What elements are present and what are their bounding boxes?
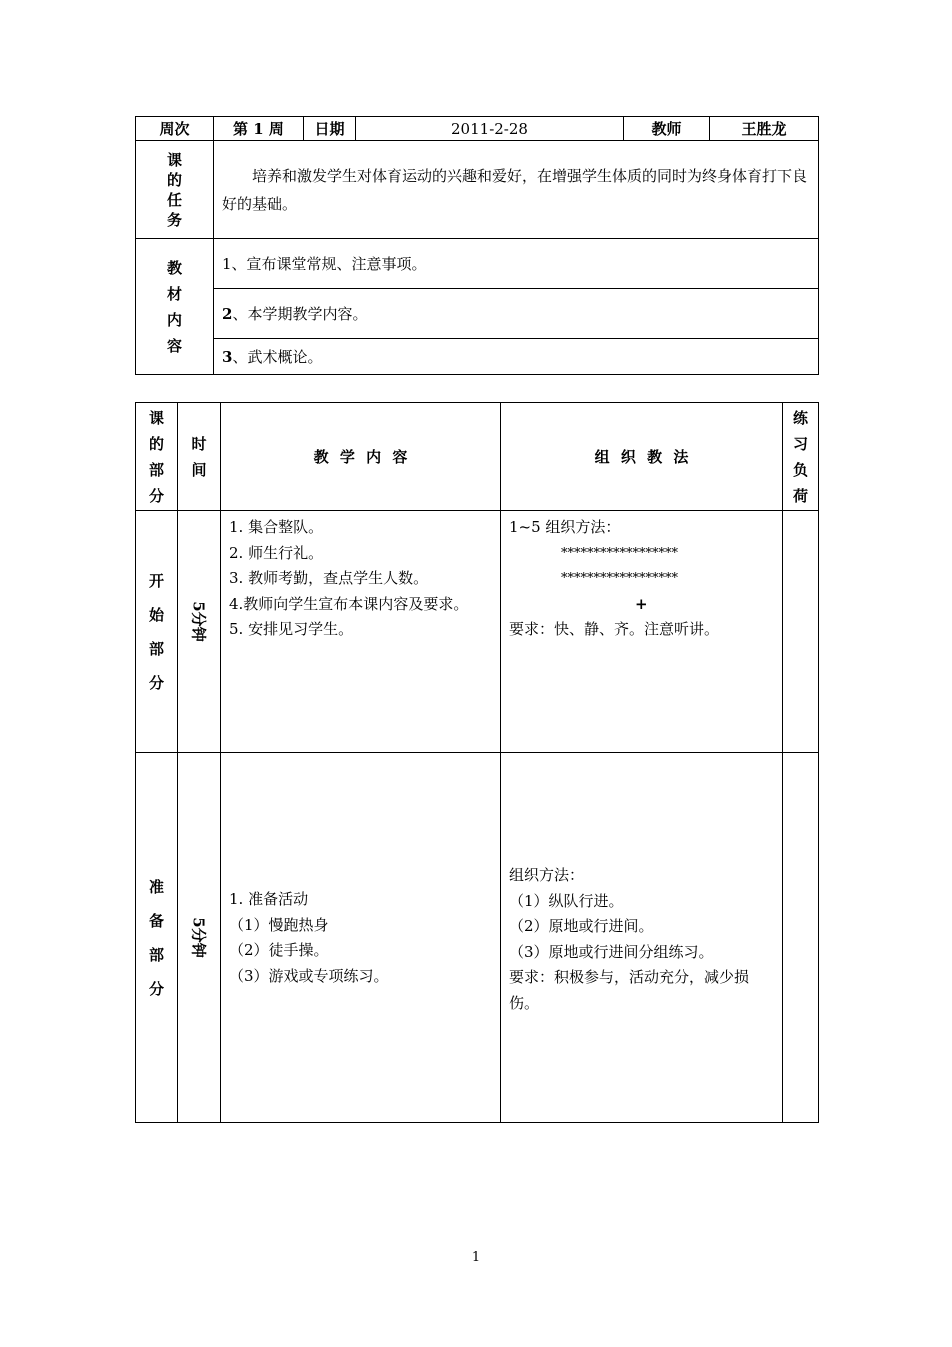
task-label-char: 课	[166, 150, 182, 169]
teacher-label: 教师	[624, 117, 710, 141]
header-table	[135, 116, 819, 375]
task-text: 培养和激发学生对体育运动的兴趣和爱好，在增强学生体质的同时为终身体育打下良好的基础。	[214, 141, 819, 239]
material-item: 2、本学期教学内容。	[214, 289, 819, 339]
task-label-char: 的	[166, 170, 182, 189]
load-header: 练 习 负 荷	[783, 403, 819, 511]
material-label-char: 材	[166, 284, 182, 303]
lesson-table	[135, 402, 819, 1123]
teacher-position-marker: +	[635, 594, 648, 613]
task-label-char: 务	[166, 210, 182, 229]
material-label-char: 内	[166, 310, 182, 329]
start-content: 1. 集合整队。 2. 师生行礼。 3. 教师考勤，查点学生人数。 4.教师向学生宣布本课内容及要求。 5. 安排见习学生。	[221, 511, 501, 753]
material-item: 3、武术概论。	[214, 339, 819, 375]
material-label-char: 教	[166, 258, 182, 277]
page-number: 1	[471, 1250, 481, 1265]
formation-row: ******************	[561, 545, 678, 561]
method-header: 组 织 教 法	[501, 403, 783, 511]
date-value: 2011-2-28	[356, 117, 624, 141]
date-label: 日期	[304, 117, 356, 141]
prep-part-label: 准 备 部 分	[136, 753, 178, 1123]
week-value: 第 1 周	[214, 117, 304, 141]
prep-time: 5分钟	[178, 753, 221, 1123]
time-header: 时 间	[178, 403, 221, 511]
prep-method: 组织方法： （1）纵队行进。 （2）原地或行进间。 （3）原地或行进间分组练习。 要求：积极参与，活动充分，减少损伤。	[501, 753, 783, 1123]
start-time: 5分钟	[178, 511, 221, 753]
task-label	[136, 141, 214, 239]
start-method: 1~5 组织方法： ****************** ****************** + 要求：快、静、齐。注意听讲。	[501, 511, 783, 753]
material-item: 1、宣布课堂常规、注意事项。	[214, 239, 819, 289]
start-load	[783, 511, 819, 753]
formation-row: ******************	[561, 571, 678, 586]
week-label: 周次	[136, 117, 214, 141]
content-header: 教 学 内 容	[221, 403, 501, 511]
material-label-char: 容	[166, 336, 182, 355]
prep-load	[783, 753, 819, 1123]
prep-content: 1. 准备活动 （1）慢跑热身 （2）徒手操。 （3）游戏或专项练习。	[221, 753, 501, 1123]
start-part-label: 开 始 部 分	[136, 511, 178, 753]
task-label-char: 任	[166, 190, 182, 209]
teacher-value: 王胜龙	[710, 117, 819, 141]
material-label	[136, 239, 214, 375]
part-header: 课 的 部 分	[136, 403, 178, 511]
